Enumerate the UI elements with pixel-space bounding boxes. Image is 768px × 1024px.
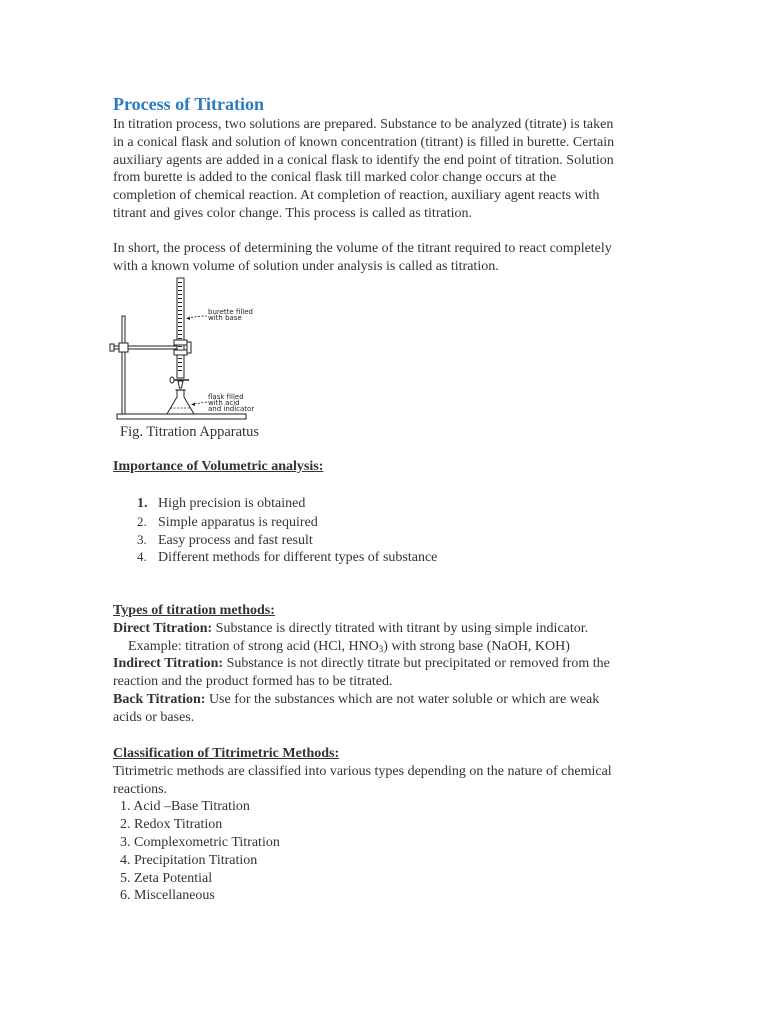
list-number: 4. [137,549,147,565]
term-text: Substance is directly titrated with titrant by using simple indicator. [215,620,589,636]
bosshead [119,343,128,352]
burette-label-arrow [189,316,207,318]
list-number: 3. [137,531,147,547]
figure-caption: Fig. Titration Apparatus [120,424,259,440]
example-text: ) with strong base (NaOH, KOH) [383,638,570,654]
example-line [113,638,673,656]
burette-tip [178,381,183,388]
list-item: 5. Zeta Potential [120,870,213,886]
paragraph-line: completion of chemical reaction. At completion of reaction, auxiliary agent reacts with [113,188,600,204]
list-item [113,531,673,549]
term-label: Direct Titration: [113,620,213,636]
section-heading: Classification of Titrimetric Methods: [113,746,340,761]
indirect-titration [113,655,673,673]
intro-paragraph [113,116,673,223]
term-text: Substance is not directly titrate but precipitated or removed from the [226,656,610,672]
paragraph-line: auxiliary agents are added in a conical flask to identify the end point of titration. Solution [113,152,614,168]
list-text: Easy process and fast result [158,532,313,548]
page-title: Process of Titration [113,94,264,114]
list-text: High precision is obtained [158,496,306,511]
paragraph-line: titrant and gives color change. This process is called as titration. [113,205,472,221]
flask-label: with acid [208,399,240,407]
term-text-line: acids or bases. [113,709,195,725]
list-item: 4. Precipitation Titration [120,852,258,868]
burette-label: with base [208,314,242,322]
flask-label: and indicator [208,405,255,413]
clamp-jaw [174,340,187,345]
list-number: 1. [137,496,148,511]
list-text: Different methods for different types of substance [158,550,438,566]
term-label: Back Titration: [113,691,206,707]
importance-section [113,458,673,476]
example-text: Example: titration of strong acid (HCl, HNO [128,638,379,654]
back-titration [113,691,673,709]
list-number: 2. [137,513,147,529]
term-text-line: reaction and the product formed has to be titrated. [113,674,393,690]
paragraph-line: reactions. [113,781,168,797]
clamp-jaw [174,350,187,355]
list-item: 6. Miscellaneous [120,888,215,904]
paragraph-line: In short, the process of determining the volume of the titrant required to react completely [113,241,612,256]
flask-label-arrow [194,402,207,404]
term-text: Use for the substances which are not water soluble or which are weak [208,691,600,707]
paragraph-line: In titration process, two solutions are prepared. Substance to be analyzed (titrate) is taken [113,117,614,132]
classification-section [113,745,673,905]
burette-label: burette filled [208,308,253,316]
section-heading: Importance of Volumetric analysis: [113,459,324,474]
term-label: Indirect Titration: [113,656,224,672]
paragraph-line: with a known volume of solution under analysis is called as titration. [113,258,499,274]
list-item: 1. Acid –Base Titration [120,799,250,815]
paragraph-line: Titrimetric methods are classified into various types depending on the nature of chemical [113,763,612,779]
stand-rod [122,316,125,414]
paragraph-line: in a conical flask and solution of known concentration (titrant) is filled in burette. Certain [113,134,615,150]
clamp-screw [187,342,191,353]
arrowhead [186,317,190,321]
summary-paragraph [113,240,673,276]
list-item [113,548,673,566]
flask-label: flask filled [208,393,244,401]
types-section [113,602,673,727]
list-item: 2. Redox Titration [120,817,223,833]
list-text: Simple apparatus is required [158,514,318,530]
stopcock-handle [170,377,174,383]
subscript: 3 [378,643,384,654]
paragraph-line: from burette is added to the conical flask till marked color change occurs at the [113,170,557,186]
list-item [113,513,673,531]
importance-list [113,495,673,566]
list-item [113,495,673,513]
list-item: 3. Complexometric Titration [120,834,280,850]
direct-titration [113,620,673,638]
clamp-knob [110,344,114,351]
stand-base [117,414,246,419]
conical-flask [167,390,194,414]
section-heading: Types of titration methods: [113,603,275,618]
titration-apparatus-figure [108,276,273,422]
arrowhead [191,403,195,407]
